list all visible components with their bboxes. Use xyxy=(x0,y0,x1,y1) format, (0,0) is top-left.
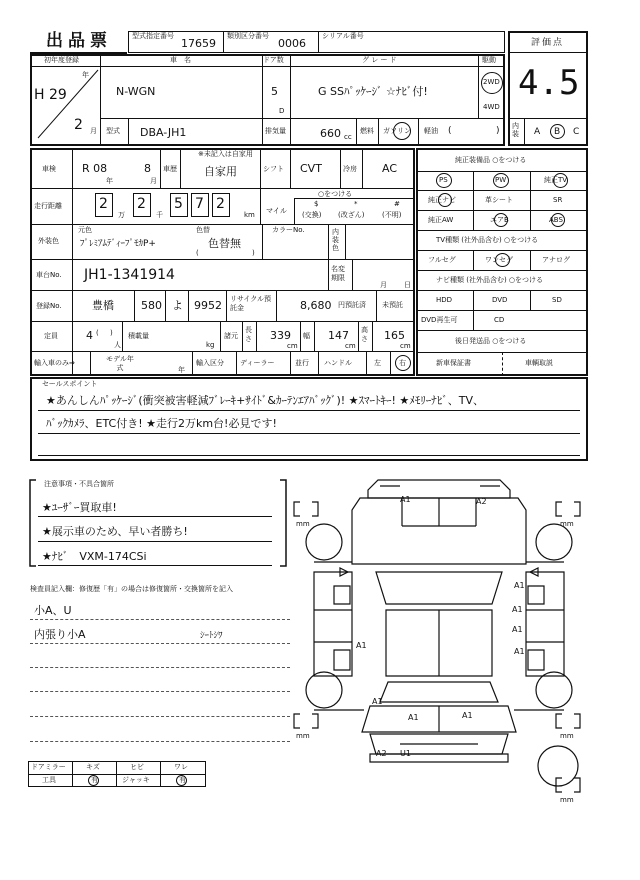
doors-sub: D xyxy=(279,107,285,115)
model: DBA-JH1 xyxy=(140,126,187,139)
width-label: 幅 xyxy=(303,332,310,340)
tools-header-crack: ヒビ xyxy=(130,763,144,771)
year-unit: 年 xyxy=(82,71,89,79)
history-note: ※未記入は自家用 xyxy=(198,150,253,158)
month-unit: 月 xyxy=(90,127,97,135)
interior-c: C xyxy=(573,127,580,137)
tamper-label: (改ざん) xyxy=(338,211,365,219)
class-no: 0006 xyxy=(278,37,306,50)
score-label: 評価点 xyxy=(531,38,565,48)
color-chg: 色替無 xyxy=(208,237,241,250)
ac: AC xyxy=(382,162,398,175)
name-change-month: 月 xyxy=(380,281,387,289)
grade-label: グ レ ー ド xyxy=(362,56,397,64)
drive-4wd: 4WD xyxy=(483,103,500,111)
length-unit: cm xyxy=(287,342,298,350)
height: 165 xyxy=(384,329,405,342)
handle-label: ハンドル xyxy=(324,359,352,367)
dims-label: 諸元 xyxy=(224,332,238,340)
serial-label: シリアル番号 xyxy=(322,32,364,40)
shift: CVT xyxy=(300,162,322,175)
mark-left-rear: A1 xyxy=(372,697,383,706)
score-value: 4.5 xyxy=(518,63,580,103)
inspector-line-2-right: ｼｰﾄｼﾜ xyxy=(200,631,223,641)
length-label: 長さ xyxy=(245,326,252,343)
name-change-label: 名変期限 xyxy=(331,265,345,282)
color-no-label: カラーNo. xyxy=(272,226,305,234)
interior-label: 内装 xyxy=(512,122,519,138)
shaken-month: 8 xyxy=(144,162,151,175)
inspector-line-2: 内張り小A xyxy=(34,628,86,641)
mark-left-door: A1 xyxy=(356,641,367,650)
mark-rear-deck-right: A1 xyxy=(462,711,473,720)
doors: 5 xyxy=(271,85,278,98)
mm-front-left: mm xyxy=(296,520,310,528)
recycle-unit: 円預託済 xyxy=(338,301,366,309)
interior-b: B xyxy=(554,127,561,137)
mark-right-fender: A1 xyxy=(514,581,525,590)
unknown-sign: # xyxy=(394,200,400,208)
equip-ps-circle xyxy=(436,173,452,188)
type-no: 17659 xyxy=(181,37,216,50)
interior-b-circle xyxy=(550,124,565,139)
cc-unit: cc xyxy=(344,133,352,141)
sales-line1: ★あんしんﾊﾟｯｹｰｼﾞ(衝突被害軽減ﾌﾞﾚｰｷ+ｻｲﾄﾞ&ｶｰﾃﾝｴｱﾊﾞｯｸﾞ)! ★ｽﾏｰﾄｷｰ! ★ﾒﾓﾘｰﾅﾋﾞ、TV、 xyxy=(46,394,485,407)
car-damage-diagram xyxy=(290,476,590,816)
mark-rear-bumper-u: U1 xyxy=(400,749,411,758)
mile-label: マイル xyxy=(266,207,287,215)
tools-tool-value: 有 xyxy=(91,776,98,784)
manual: 車輌取説 xyxy=(525,359,553,367)
kg-unit: kg xyxy=(206,341,215,349)
note-line-2: ★展示車のため、早い者勝ち! xyxy=(42,525,188,538)
load-label: 積載量 xyxy=(128,332,149,340)
equip-navi: 純正ナビ xyxy=(428,196,456,204)
sales-line2: ﾊﾞｯｸｶﾒﾗ、ETC付き! ★走行2万km台!必見です! xyxy=(46,417,277,430)
recycle-amount: 8,680 xyxy=(300,299,332,312)
interior-a: A xyxy=(534,127,541,137)
type-no-label: 型式指定番号 xyxy=(132,32,174,40)
height-unit: cm xyxy=(400,342,411,350)
shaken-date: R 08 xyxy=(82,162,108,175)
name-change-day: 日 xyxy=(404,281,411,289)
circle-note: ○をつける xyxy=(318,190,353,198)
color-label: 外装色 xyxy=(38,237,59,245)
mark-right-front-door: A1 xyxy=(512,605,523,614)
fuel-label: 燃料 xyxy=(360,127,374,135)
plate-class: 580 xyxy=(141,299,162,312)
equip-abs-circle xyxy=(551,213,565,227)
warranty: 新車保証書 xyxy=(436,359,471,367)
fuel-paren-open: ( xyxy=(448,126,452,136)
handle-right-circle xyxy=(395,355,411,371)
tv-analog: アナログ xyxy=(542,256,570,264)
mileage-man: 2 xyxy=(99,196,108,212)
fuel-paren-close: ) xyxy=(496,126,500,136)
width: 147 xyxy=(328,329,349,342)
tv-oneseg: ワンセグ xyxy=(485,256,513,264)
tools-jack-label: ジャッキ xyxy=(122,776,150,784)
tools-header-mirror: ドアミラー xyxy=(31,763,66,771)
height-label: 高さ xyxy=(361,326,368,343)
class-no-label: 類別区分番号 xyxy=(227,32,269,40)
unknown-label: (不明) xyxy=(382,211,402,219)
shaken-month-unit: 月 xyxy=(150,177,157,185)
history-label: 車歴 xyxy=(163,165,177,173)
nav-cd: CD xyxy=(494,316,505,324)
plate-city: 豊橋 xyxy=(92,299,114,312)
mark-rear-deck-left: A1 xyxy=(408,713,419,722)
dvd-playable: DVD再生可 xyxy=(421,316,458,324)
tools-jack-value: 有 xyxy=(179,776,186,784)
mileage-sen: 2 xyxy=(137,196,146,212)
capacity: 4 xyxy=(86,329,93,342)
chassis: JH1-1341914 xyxy=(84,267,175,283)
tv-header: TV種類 (社外品含む) ○をつける xyxy=(436,236,539,244)
grade: G SSﾊﾟｯｹｰｼﾞ ☆ﾅﾋﾞ付! xyxy=(318,85,428,98)
fuel-diesel: 軽油 xyxy=(424,127,438,135)
equip-tv-circle xyxy=(553,173,568,188)
mark-right-quarter: A1 xyxy=(514,647,525,656)
plate-number: 9952 xyxy=(194,299,222,312)
interior-color-label: 内装色 xyxy=(332,228,339,252)
chassis-label: 車台No. xyxy=(36,271,62,279)
equip-sr: SR xyxy=(553,196,563,204)
model-year-unit: 年 xyxy=(178,366,185,374)
first-reg-label: 初年度登録 xyxy=(44,56,79,64)
length: 339 xyxy=(270,329,291,342)
note-line-3: ★ﾅﾋﾞ VXM-174CSi xyxy=(42,550,147,563)
nav-header: ナビ種類 (社外品含む) ○をつける xyxy=(436,276,544,284)
equip-abs: ABS xyxy=(549,216,563,224)
first-reg-year: H 29 xyxy=(34,87,67,103)
car-name-label: 車 名 xyxy=(170,56,191,64)
mileage-digit5: 2 xyxy=(216,196,225,212)
tools-tool-label: 工具 xyxy=(42,776,56,784)
swap-sign: $ xyxy=(314,200,319,208)
plate-label: 登録No. xyxy=(36,302,62,310)
equip-navi-circle xyxy=(438,193,452,207)
equip-pw-circle xyxy=(493,173,509,188)
mileage-digit3: 5 xyxy=(174,196,183,212)
cc: 660 xyxy=(320,127,341,140)
form-title: 出品票 xyxy=(46,31,112,51)
fuel-gasoline: ガソリン xyxy=(383,127,411,135)
recycle-none: 未預託 xyxy=(382,301,403,309)
inspector-line-1: 小A、U xyxy=(34,604,72,617)
drive-label: 駆動 xyxy=(482,56,496,64)
ac-label: 冷房 xyxy=(343,165,357,173)
import-label: 輸入車のみ⇒ xyxy=(34,359,75,367)
man-unit: 万 xyxy=(118,211,125,219)
later-header: 後日発送品 ○をつける xyxy=(455,337,527,345)
tools-header-broken: ワレ xyxy=(174,763,188,771)
mm-spare: mm xyxy=(560,796,574,804)
model-label: 型式 xyxy=(106,127,120,135)
equipment-header: 純正装備品 ○をつける xyxy=(455,156,527,164)
mark-right-rear-door: A1 xyxy=(512,625,523,634)
nav-hdd: HDD xyxy=(436,296,453,304)
color-orig: ﾌﾟﾚﾐｱﾑﾃﾞｨｰﾌﾟﾓｶP+ xyxy=(80,239,156,249)
equip-ps: PS xyxy=(439,176,448,184)
person-unit: 人 xyxy=(114,341,121,349)
km-unit: km xyxy=(244,211,255,219)
mark-front-left: A1 xyxy=(400,495,411,504)
shaken-label: 車検 xyxy=(42,165,56,173)
swap-label: (交換) xyxy=(302,211,322,219)
tv-oneseg-circle xyxy=(495,253,510,267)
color-chg-label: 色替 xyxy=(196,226,210,234)
shaken-year-unit: 年 xyxy=(106,177,113,185)
model-year-label: モデル年式 xyxy=(106,355,134,372)
equip-tv: 純正TV xyxy=(544,176,568,184)
tools-tool-circle xyxy=(88,775,99,786)
nav-dvd: DVD xyxy=(492,296,508,304)
equip-pw: PW xyxy=(495,176,507,184)
mm-rear-right: mm xyxy=(560,732,574,740)
mileage-digit4: 7 xyxy=(195,196,204,212)
sen-unit: 千 xyxy=(156,211,163,219)
import-parallel: 並行 xyxy=(295,359,309,367)
color-orig-label: 元色 xyxy=(78,226,92,234)
mark-rear-bumper: A2 xyxy=(376,749,387,758)
note-line-1: ★ﾕｰｻﾞｰ買取車! xyxy=(42,501,117,514)
mark-front-right: A2 xyxy=(476,497,487,506)
tools-header-scratch: キズ xyxy=(86,763,100,771)
first-reg-month: 2 xyxy=(74,117,83,133)
equip-aw: 純正AW xyxy=(428,216,454,224)
notes-label: 注意事項・不具合箇所 xyxy=(44,480,114,488)
mm-front-right: mm xyxy=(560,520,574,528)
inspector-label: 検査員記入欄：修復歴「有」の場合は修復箇所・交換箇所を記入 xyxy=(30,585,233,593)
recycle-label: リサイクル預託金 xyxy=(230,295,272,312)
tools-jack-circle xyxy=(176,775,187,786)
cc-label: 排気量 xyxy=(265,127,286,135)
doors-label: ドア数 xyxy=(263,56,284,64)
width-unit: cm xyxy=(345,342,356,350)
handle-right: 右 xyxy=(399,359,406,367)
sales-label: セールスポイント xyxy=(42,380,98,388)
handle-left: 左 xyxy=(374,359,381,367)
equip-airbag: エアB xyxy=(490,216,509,224)
import-class-label: 輸入区分 xyxy=(196,359,224,367)
tv-fullseg: フルセグ xyxy=(428,256,456,264)
history: 自家用 xyxy=(204,165,237,178)
equip-leather: 革シート xyxy=(485,196,513,204)
shift-label: シフト xyxy=(263,165,284,173)
nav-sd: SD xyxy=(552,296,562,304)
capacity-label: 定員 xyxy=(44,332,58,340)
import-dealer: ディーラー xyxy=(240,359,275,367)
equip-airbag-circle xyxy=(494,213,508,227)
mileage-label: 走行距離 xyxy=(34,202,62,210)
tamper-sign: * xyxy=(354,200,358,208)
plate-kana: よ xyxy=(172,299,183,312)
drive-2wd: 2WD xyxy=(483,78,500,86)
mm-rear-left: mm xyxy=(296,732,310,740)
fuel-gasoline-circle xyxy=(393,122,411,140)
car-name: N-WGN xyxy=(116,85,156,98)
